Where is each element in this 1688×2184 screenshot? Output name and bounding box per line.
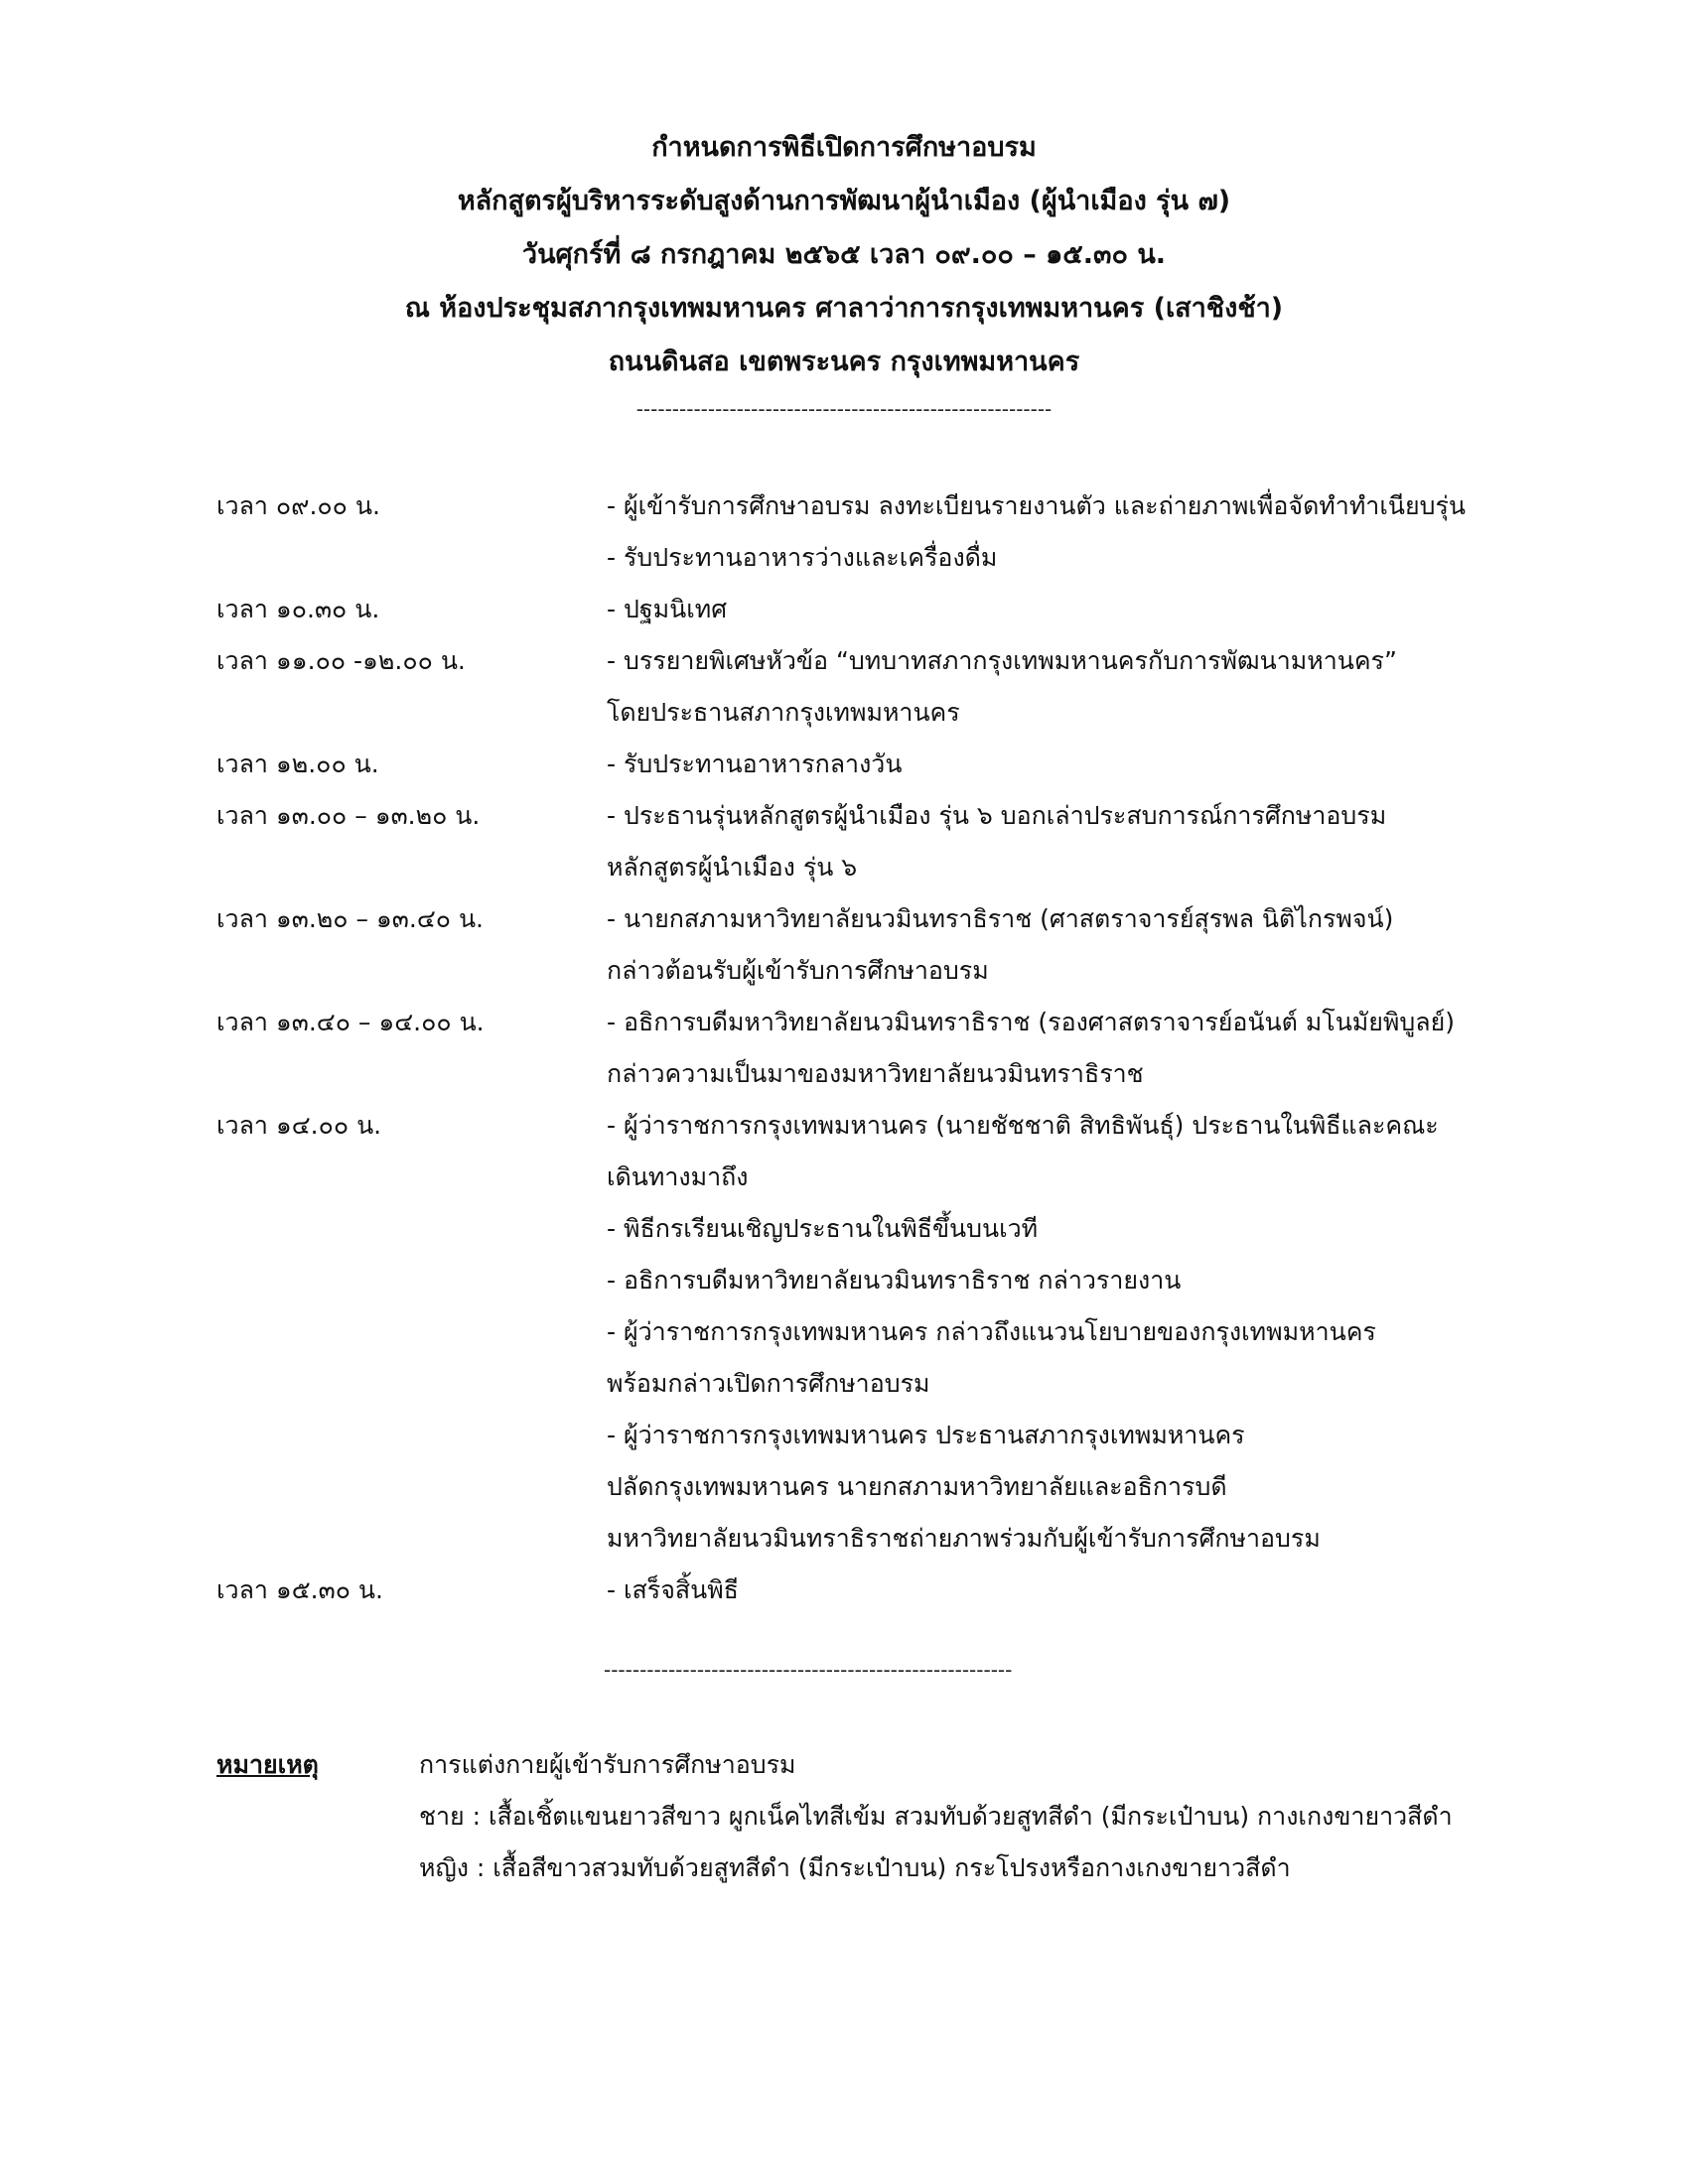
schedule-item-text: - ปฐมนิเทศ xyxy=(607,595,728,623)
schedule-item-continuation: พร้อมกล่าวเปิดการศึกษาอบรม xyxy=(607,1369,930,1398)
notes-label: หมายเหตุ xyxy=(216,1750,319,1779)
schedule-item xyxy=(607,1565,1537,1616)
schedule-row xyxy=(216,893,1537,997)
schedule-item-continuation: มหาวิทยาลัยนวมินทราธิราชถ่ายภาพร่วมกับผู้เข้ารับการศึกษาอบรม xyxy=(607,1524,1321,1553)
schedule-item xyxy=(607,480,1537,532)
schedule-item-text: - พิธีกรเรียนเชิญประธานในพิธีขึ้นบนเวที xyxy=(607,1214,1039,1243)
schedule-item xyxy=(607,790,1537,893)
schedule-item-text: - รับประทานอาหารกลางวัน xyxy=(607,750,903,778)
schedule-time: เวลา ๐๙.๐๐ น. xyxy=(216,491,380,520)
schedule-item-continuation: โดยประธานสภากรุงเทพมหานคร xyxy=(607,698,960,727)
schedule-item xyxy=(607,635,1537,739)
schedule-item xyxy=(607,1410,1537,1565)
schedule-list xyxy=(216,480,1537,1616)
schedule-row xyxy=(216,1565,1537,1616)
notes-line-men: ชาย : เสื้อเชิ้ตแขนยาวสีขาว ผูกเน็คไทสีเข้ม สวมทับด้วยสูทสีดำ (มีกระเป๋าบน) กางเกงขายาวสีดำ xyxy=(419,1802,1453,1831)
schedule-item-continuation: กล่าวต้อนรับผู้เข้ารับการศึกษาอบรม xyxy=(607,956,989,985)
schedule-row xyxy=(216,997,1537,1100)
schedule-time: เวลา ๑๐.๓๐ น. xyxy=(216,595,380,623)
schedule-time: เวลา ๑๑.๐๐ -๑๒.๐๐ น. xyxy=(216,646,466,675)
schedule-row xyxy=(216,790,1537,893)
notes-section xyxy=(216,1739,1537,1894)
header-title-line: กำหนดการพิธีเปิดการศึกษาอบรม xyxy=(651,132,1037,163)
schedule-item-text: - ผู้เข้ารับการศึกษาอบรม ลงทะเบียนรายงานตัว และถ่ายภาพเพื่อจัดทำทำเนียบรุ่น xyxy=(607,491,1467,520)
schedule-item-text: - บรรยายพิเศษหัวข้อ “บทบาทสภากรุงเทพมหานครกับการพัฒนามหานคร” xyxy=(607,646,1397,675)
schedule-item-text: - ประธานรุ่นหลักสูตรผู้นำเมือง รุ่น ๖ บอกเล่าประสบการณ์การศึกษาอบรม xyxy=(607,801,1387,830)
schedule-item-text: - อธิการบดีมหาวิทยาลัยนวมินทราธิราช (รองศาสตราจารย์อนันต์ มโนมัยพิบูลย์) xyxy=(607,1008,1456,1036)
schedule-item-continuation: เดินทางมาถึง xyxy=(607,1162,749,1191)
schedule-item-text: - เสร็จสิ้นพิธี xyxy=(607,1575,739,1604)
schedule-item xyxy=(607,532,1537,584)
schedule-item-text: - ผู้ว่าราชการกรุงเทพมหานคร ประธานสภากรุงเทพมหานคร xyxy=(607,1421,1245,1449)
schedule-item xyxy=(607,584,1537,635)
schedule-time: เวลา ๑๓.๒๐ – ๑๓.๔๐ น. xyxy=(216,904,484,933)
header-course-line: หลักสูตรผู้บริหารระดับสูงด้านการพัฒนาผู้นำเมือง (ผู้นำเมือง รุ่น ๗) xyxy=(457,186,1231,216)
schedule-item-text: - อธิการบดีมหาวิทยาลัยนวมินทราธิราช กล่าวรายงาน xyxy=(607,1266,1182,1295)
schedule-item xyxy=(607,1203,1537,1255)
schedule-item xyxy=(607,1255,1537,1306)
schedule-time: เวลา ๑๒.๐๐ น. xyxy=(216,750,379,778)
schedule-item-text: - ผู้ว่าราชการกรุงเทพมหานคร กล่าวถึงแนวนโยบายของกรุงเทพมหานคร xyxy=(607,1317,1376,1346)
schedule-time: เวลา ๑๓.๔๐ – ๑๔.๐๐ น. xyxy=(216,1008,485,1036)
header-date-line: วันศุกร์ที่ ๘ กรกฎาคม ๒๕๖๕ เวลา ๐๙.๐๐ – ๑๕.๓๐ น. xyxy=(521,239,1167,270)
schedule-item xyxy=(607,893,1537,997)
schedule-item-text: - นายกสภามหาวิทยาลัยนวมินทราธิราช (ศาสตราจารย์สุรพล นิติไกรพจน์) xyxy=(607,904,1394,933)
schedule-time: เวลา ๑๕.๓๐ น. xyxy=(216,1575,383,1604)
schedule-item-continuation: หลักสูตรผู้นำเมือง รุ่น ๖ xyxy=(607,853,858,882)
document-header xyxy=(0,121,1688,389)
top-divider: ---------------------------------------------------------- xyxy=(635,397,1053,421)
schedule-row xyxy=(216,739,1537,790)
schedule-row xyxy=(216,480,1537,584)
header-venue-line: ณ ห้องประชุมสภากรุงเทพมหานคร ศาลาว่าการกรุงเทพมหานคร (เสาชิงช้า) xyxy=(404,293,1284,324)
schedule-item-text: - ผู้ว่าราชการกรุงเทพมหานคร (นายชัชชาติ สิทธิพันธุ์) ประธานในพิธีและคณะ xyxy=(607,1111,1439,1140)
schedule-item xyxy=(607,1100,1537,1203)
schedule-time: เวลา ๑๓.๐๐ – ๑๓.๒๐ น. xyxy=(216,801,481,830)
schedule-item-continuation: กล่าวความเป็นมาของมหาวิทยาลัยนวมินทราธิราช xyxy=(607,1059,1144,1088)
schedule-item xyxy=(607,997,1537,1100)
schedule-item-continuation: ปลัดกรุงเทพมหานคร นายกสภามหาวิทยาลัยและอธิการบดี xyxy=(607,1472,1227,1501)
schedule-item xyxy=(607,1306,1537,1410)
schedule-time: เวลา ๑๔.๐๐ น. xyxy=(216,1111,382,1140)
schedule-row xyxy=(216,1100,1537,1565)
schedule-item xyxy=(607,739,1537,790)
notes-line-dress-code: การแต่งกายผู้เข้ารับการศึกษาอบรม xyxy=(419,1750,796,1779)
bottom-divider: --------------------------------------------------------- xyxy=(604,1658,1013,1682)
schedule-row xyxy=(216,635,1537,739)
schedule-item-text: - รับประทานอาหารว่างและเครื่องดื่ม xyxy=(607,543,998,572)
schedule-row xyxy=(216,584,1537,635)
header-address-line: ถนนดินสอ เขตพระนคร กรุงเทพมหานคร xyxy=(608,346,1080,377)
notes-line-women: หญิง : เสื้อสีขาวสวมทับด้วยสูทสีดำ (มีกระเป๋าบน) กระโปรงหรือกางเกงขายาวสีดำ xyxy=(419,1853,1291,1882)
